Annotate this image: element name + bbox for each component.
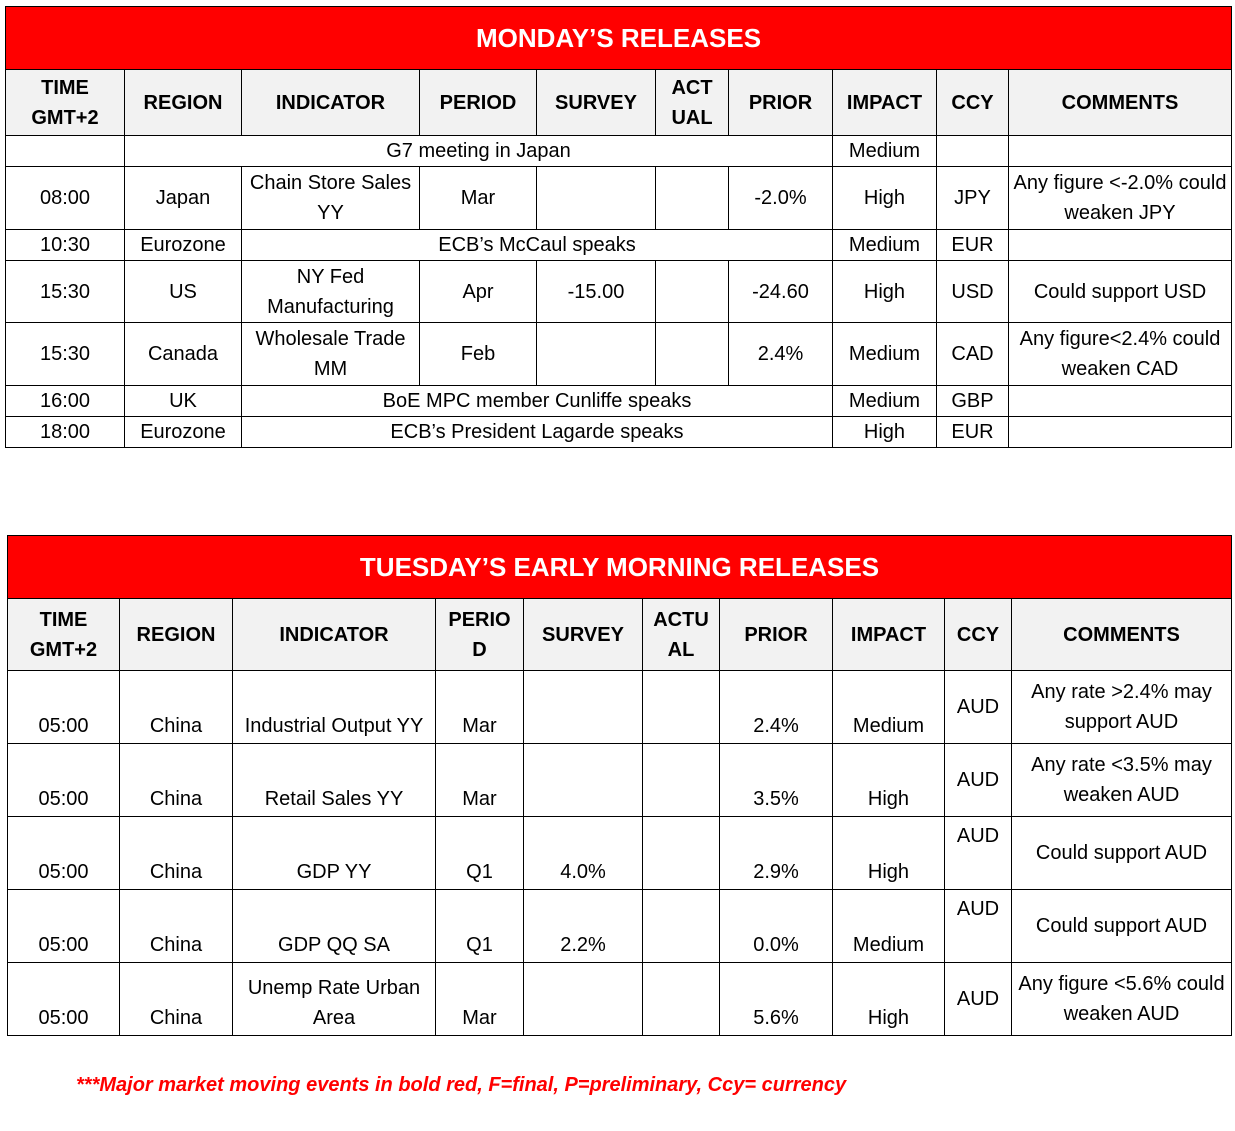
table-row: [6, 167, 1232, 230]
cell-time: 05:00: [8, 817, 120, 890]
header-region: REGION: [125, 70, 242, 136]
cell-ccy: JPY: [937, 167, 1009, 230]
cell-ccy: GBP: [937, 386, 1009, 417]
cell-ccy: AUD: [945, 817, 1012, 890]
cell-survey: [537, 323, 656, 386]
cell-period: Mar: [436, 963, 524, 1036]
cell-comments: [1009, 136, 1232, 167]
cell-impact: High: [833, 261, 937, 323]
header-ccy: CCY: [945, 599, 1012, 671]
cell-region: China: [120, 671, 233, 744]
header-indicator: INDICATOR: [242, 70, 420, 136]
header-ccy: CCY: [937, 70, 1009, 136]
cell-survey: 4.0%: [524, 817, 643, 890]
table-row: [6, 417, 1232, 448]
cell-region: China: [120, 890, 233, 963]
cell-ccy: AUD: [945, 963, 1012, 1036]
cell-indicator: Unemp Rate Urban Area: [233, 963, 436, 1036]
cell-actual: [643, 963, 720, 1036]
cell-survey: [524, 671, 643, 744]
cell-impact: Medium: [833, 323, 937, 386]
table-row: [8, 963, 1232, 1036]
cell-region: Canada: [125, 323, 242, 386]
cell-ccy: AUD: [945, 890, 1012, 963]
cell-indicator: GDP YY: [233, 817, 436, 890]
header-time: TIME GMT+2: [8, 599, 120, 671]
cell-survey: [524, 744, 643, 817]
cell-indicator: BoE MPC member Cunliffe speaks: [242, 386, 833, 417]
cell-comments: Any figure<2.4% could weaken CAD: [1009, 323, 1232, 386]
cell-comments: Could support AUD: [1012, 817, 1232, 890]
header-prior: PRIOR: [729, 70, 833, 136]
cell-impact: High: [833, 417, 937, 448]
cell-comments: Any figure <5.6% could weaken AUD: [1012, 963, 1232, 1036]
header-comments: COMMENTS: [1012, 599, 1232, 671]
cell-impact: Medium: [833, 386, 937, 417]
cell-ccy: AUD: [945, 744, 1012, 817]
table-row: [6, 323, 1232, 386]
tuesday-releases-table: [7, 535, 1232, 1036]
cell-period: Q1: [436, 890, 524, 963]
monday-releases-table: [5, 6, 1232, 448]
table-row: [8, 890, 1232, 963]
cell-impact: High: [833, 817, 945, 890]
cell-period: Mar: [436, 671, 524, 744]
cell-time: 18:00: [6, 417, 125, 448]
cell-actual: [643, 890, 720, 963]
cell-indicator: Chain Store Sales YY: [242, 167, 420, 230]
cell-prior: 2.4%: [720, 671, 833, 744]
cell-impact: High: [833, 167, 937, 230]
cell-time: 16:00: [6, 386, 125, 417]
cell-actual: [643, 817, 720, 890]
table-row: [8, 744, 1232, 817]
cell-region: US: [125, 261, 242, 323]
cell-time: 05:00: [8, 744, 120, 817]
cell-impact: Medium: [833, 230, 937, 261]
cell-time: 05:00: [8, 671, 120, 744]
cell-indicator: Retail Sales YY: [233, 744, 436, 817]
cell-comments: Any figure <-2.0% could weaken JPY: [1009, 167, 1232, 230]
header-time: TIME GMT+2: [6, 70, 125, 136]
cell-time: 15:30: [6, 323, 125, 386]
cell-time: 05:00: [8, 890, 120, 963]
cell-comments: Any rate <3.5% may weaken AUD: [1012, 744, 1232, 817]
cell-indicator: ECB’s President Lagarde speaks: [242, 417, 833, 448]
table-row: [8, 671, 1232, 744]
cell-time: 15:30: [6, 261, 125, 323]
header-period: PERIO D: [436, 599, 524, 671]
cell-period: Mar: [420, 167, 537, 230]
cell-ccy: USD: [937, 261, 1009, 323]
header-actual: ACTU AL: [643, 599, 720, 671]
header-period: PERIOD: [420, 70, 537, 136]
cell-comments: Could support USD: [1009, 261, 1232, 323]
cell-actual: [656, 167, 729, 230]
cell-period: Mar: [436, 744, 524, 817]
tuesday-title: TUESDAY’S EARLY MORNING RELEASES: [8, 536, 1232, 599]
cell-indicator: G7 meeting in Japan: [125, 136, 833, 167]
cell-indicator: ECB’s McCaul speaks: [242, 230, 833, 261]
header-comments: COMMENTS: [1009, 70, 1232, 136]
header-region: REGION: [120, 599, 233, 671]
header-indicator: INDICATOR: [233, 599, 436, 671]
cell-region: China: [120, 817, 233, 890]
cell-prior: 2.4%: [729, 323, 833, 386]
cell-region: China: [120, 744, 233, 817]
cell-impact: Medium: [833, 890, 945, 963]
cell-indicator: Industrial Output YY: [233, 671, 436, 744]
cell-actual: [656, 323, 729, 386]
cell-time: 10:30: [6, 230, 125, 261]
cell-comments: Any rate >2.4% may support AUD: [1012, 671, 1232, 744]
cell-comments: [1009, 230, 1232, 261]
header-impact: IMPACT: [833, 70, 937, 136]
cell-ccy: EUR: [937, 230, 1009, 261]
cell-region: Eurozone: [125, 417, 242, 448]
cell-region: UK: [125, 386, 242, 417]
cell-actual: [656, 261, 729, 323]
cell-survey: [537, 167, 656, 230]
header-actual: ACT UAL: [656, 70, 729, 136]
cell-indicator: Wholesale Trade MM: [242, 323, 420, 386]
cell-region: China: [120, 963, 233, 1036]
cell-indicator: GDP QQ SA: [233, 890, 436, 963]
cell-period: Feb: [420, 323, 537, 386]
table-row: [6, 386, 1232, 417]
cell-prior: -24.60: [729, 261, 833, 323]
cell-ccy: [937, 136, 1009, 167]
table-row: [6, 261, 1232, 323]
header-prior: PRIOR: [720, 599, 833, 671]
cell-prior: 2.9%: [720, 817, 833, 890]
cell-actual: [643, 671, 720, 744]
header-survey: SURVEY: [524, 599, 643, 671]
cell-impact: Medium: [833, 671, 945, 744]
cell-ccy: CAD: [937, 323, 1009, 386]
cell-indicator: NY Fed Manufacturing: [242, 261, 420, 323]
cell-time: 05:00: [8, 963, 120, 1036]
cell-impact: High: [833, 744, 945, 817]
cell-impact: Medium: [833, 136, 937, 167]
cell-period: Apr: [420, 261, 537, 323]
cell-region: Eurozone: [125, 230, 242, 261]
table-row: [6, 136, 1232, 167]
cell-survey: 2.2%: [524, 890, 643, 963]
cell-survey: [524, 963, 643, 1036]
cell-ccy: AUD: [945, 671, 1012, 744]
footnote: ***Major market moving events in bold red, F=final, P=preliminary, Ccy= currency: [76, 1074, 847, 1096]
table-row: [6, 230, 1232, 261]
cell-comments: [1009, 417, 1232, 448]
monday-title: MONDAY’S RELEASES: [6, 7, 1232, 70]
cell-time: 08:00: [6, 167, 125, 230]
header-impact: IMPACT: [833, 599, 945, 671]
cell-time: [6, 136, 125, 167]
table-row: [8, 817, 1232, 890]
cell-impact: High: [833, 963, 945, 1036]
header-survey: SURVEY: [537, 70, 656, 136]
cell-prior: 5.6%: [720, 963, 833, 1036]
cell-ccy: EUR: [937, 417, 1009, 448]
cell-prior: -2.0%: [729, 167, 833, 230]
cell-actual: [643, 744, 720, 817]
cell-comments: Could support AUD: [1012, 890, 1232, 963]
cell-prior: 0.0%: [720, 890, 833, 963]
cell-period: Q1: [436, 817, 524, 890]
cell-comments: [1009, 386, 1232, 417]
cell-region: Japan: [125, 167, 242, 230]
cell-prior: 3.5%: [720, 744, 833, 817]
cell-survey: -15.00: [537, 261, 656, 323]
